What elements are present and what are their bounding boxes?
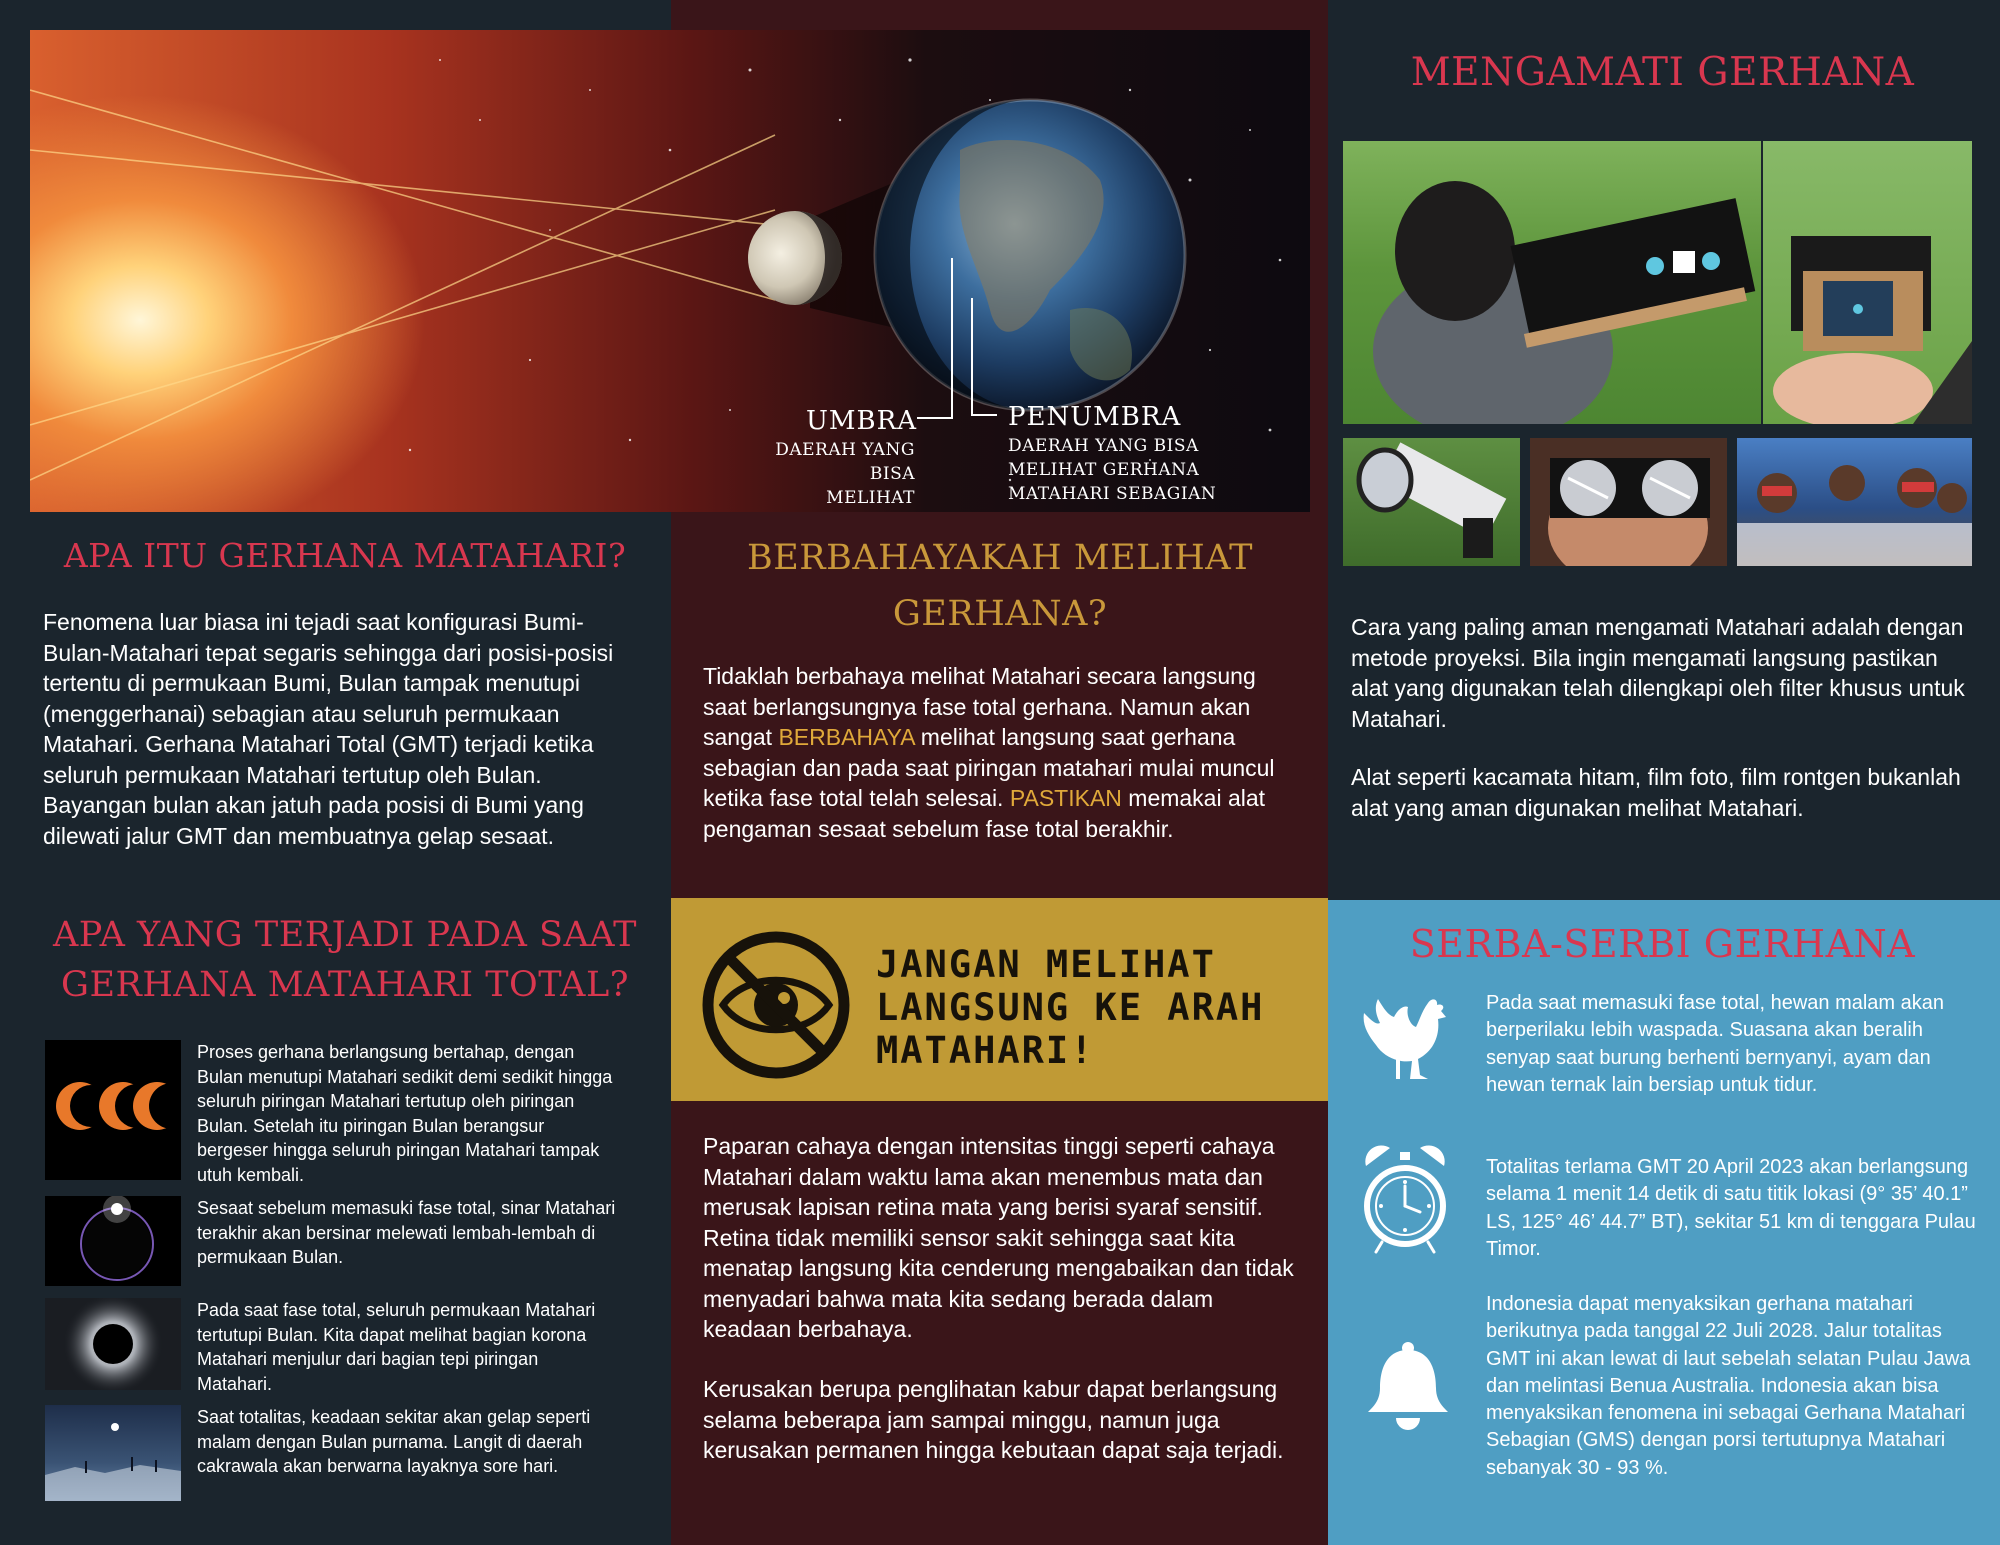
warning-banner <box>671 898 1328 1101</box>
unsafe-tools-text: Alat seperti kacamata hitam, film foto, film rontgen bukanlah alat yang aman digunakan melihat Matahari. <box>1351 764 1961 821</box>
text-run: melihat langsung saat gerhana sebagian dan pada saat piringan matahari mulai muncul ketika fase total telah selesai. <box>703 724 1275 811</box>
pinhole-projector-photo <box>1343 141 1761 424</box>
penumbra-desc-line: MELIHAT GERHANA <box>1008 460 1200 480</box>
heading-line: GERHANA? <box>892 594 1108 634</box>
phase-text: Saat totalitas, keadaan sekitar akan gelap seperti malam dengan Bulan purnama. Langit di daerah cakrawala akan berwarna layaknya sore hari. <box>197 1407 591 1476</box>
penumbra-title: PENUMBRA <box>1008 402 1182 432</box>
fact-text: Indonesia dapat menyaksikan gerhana matahari berikutnya pada tanggal 22 Juli 2028. Jalur totalitas GMT ini akan lewat di laut sebelah selatan Pulau Jawa dan melintasi Benua Australia. Indonesia akan bisa menyaksikan fenomena ini sebagai Gerhana Matahari Sebagian (GMS) dengan porsi tertutupnya Matahari sebanyak 30 - 93 %. <box>1486 1293 1971 1479</box>
text-run: memakai alat pengaman sesaat sebelum fase total berakhir. <box>703 785 1266 842</box>
danger-heading <box>690 530 1310 642</box>
eclipse-diagram-image <box>30 30 1310 512</box>
observing-heading: MENGAMATI GERHANA <box>1410 50 1915 95</box>
phase-text: Sesaat sebelum memasuki fase total, sinar Matahari terakhir akan bersinar melewati lembah-lembah di permukaan Bulan. <box>197 1198 616 1267</box>
text-run: Tidaklah berbahaya melihat Matahari secara langsung saat berlangsungnya fase total gerhana. Namun akan sangat <box>703 663 1256 750</box>
totality-thumbnail <box>45 1298 181 1390</box>
phase-text: Proses gerhana berlangsung bertahap, dengan Bulan menutupi Matahari sedikit demi sedikit hingga seluruh piringan Matahari tertutup oleh piringan Bulan. Setelah itu piringan Bulan berangsur bergeser hingga seluruh piringan Matahari tampak utuh kembali. <box>197 1042 613 1185</box>
phase-text: Pada saat fase total, seluruh permukaan Matahari tertutupi Bulan. Kita dapat melihat bagian korona Matahari menjulur dari bagian tepi piringan Matahari. <box>197 1300 596 1394</box>
fact-text: Totalitas terlama GMT 20 April 2023 akan berlangsung selama 1 menit 14 detik di satu titik lokasi (9° 35’ 40.1” LS, 125° 46’ 44.7” BT), sekitar 51 km di tenggara Pulau Timor. <box>1486 1156 1976 1260</box>
damage-duration-text: Kerusakan berupa penglihatan kabur dapat berlangsung selama beberapa jam sampai minggu, namun juga kerusakan permanen hingga kebutaan dapat saja terjadi. <box>703 1376 1284 1463</box>
heading-line: APA YANG TERJADI PADA SAAT <box>53 915 637 955</box>
penumbra-description <box>1008 434 1268 506</box>
diamond-ring-thumbnail <box>45 1196 181 1286</box>
heading-line: GERHANA MATAHARI TOTAL? <box>61 965 629 1005</box>
danger-text <box>703 661 1303 844</box>
what-is-eclipse-heading: APA ITU GERHANA MATAHARI? <box>63 536 627 575</box>
rooster-icon <box>1358 995 1450 1085</box>
eclipse-glasses-closeup-photo <box>1530 438 1727 566</box>
penumbra-desc-line: DAERAH YANG BISA <box>1008 436 1199 456</box>
eye-damage-text: Paparan cahaya dengan intensitas tinggi seperti cahaya Matahari dalam waktu lama akan menembus mata dan merusak lapisan retina mata yang berisi syaraf sensitif. Retina tidak memiliki sensor sakit sehingga saat kita menatap langsung kita cenderung mengabaikan dan tidak menyadari bahwa mata kita sedang berada dalam keadaan berbahaya. <box>703 1133 1294 1342</box>
umbra-title: UMBRA <box>806 406 917 436</box>
alarm-clock-icon <box>1362 1142 1448 1260</box>
observing-text: Cara yang paling aman mengamati Matahari adalah dengan metode proyeksi. Bila ingin mengamati langsung pastikan alat yang digunakan telah dilengkapi oleh filter khusus untuk Matahari. <box>1351 614 1965 732</box>
fact-text: Pada saat memasuki fase total, hewan malam akan berperilaku lebih waspada. Suasana akan beralih senyap saat burung berhenti bernyanyi, ayam dan hewan ternak lain bersiap untuk tidur. <box>1486 992 1945 1096</box>
heading-line: BERBAHAYAKAH MELIHAT <box>747 538 1253 578</box>
darkness-landscape-thumbnail <box>45 1405 181 1501</box>
umbra-desc-line: DAERAH YANG BISA <box>775 440 915 484</box>
light-rays <box>30 90 775 480</box>
penumbra-desc-line: MATAHARI SEBAGIAN <box>1008 484 1217 504</box>
projector-box-photo <box>1763 141 1972 424</box>
highlight-make-sure: PASTIKAN <box>1009 785 1122 811</box>
highlight-dangerous: BERBAHAYA <box>778 724 915 750</box>
umbra-desc-line: MELIHAT <box>826 488 915 508</box>
what-happens-heading <box>30 910 660 1010</box>
children-with-eclipse-glasses-photo <box>1737 438 1972 566</box>
what-is-eclipse-text: Fenomena luar biasa ini tejadi saat konfigurasi Bumi-Bulan-Matahari tepat segaris sehingga dari posisi-posisi tertentu di permukaan Bumi, Bulan tampak menutupi (menggerhanai) sebagian atau seluruh permukaan Matahari. Gerhana Matahari Total (GMT) terjadi ketika seluruh permukaan Matahari tertutup oleh Bulan. Bayangan bulan akan jatuh pada posisi di Bumi yang dilewati jalur GMT dan membuatnya gelap sesaat. <box>43 609 614 849</box>
warning-text: JANGAN MELIHAT LANGSUNG KE ARAH MATAHARI! <box>876 943 1265 1072</box>
telescope-filter-photo <box>1343 438 1520 566</box>
no-looking-eye-icon <box>701 930 851 1080</box>
bell-icon <box>1366 1340 1450 1430</box>
partial-eclipse-thumbnail <box>45 1040 181 1180</box>
umbra-description <box>730 438 915 512</box>
facts-heading: SERBA-SERBI GERHANA <box>1409 922 1916 966</box>
